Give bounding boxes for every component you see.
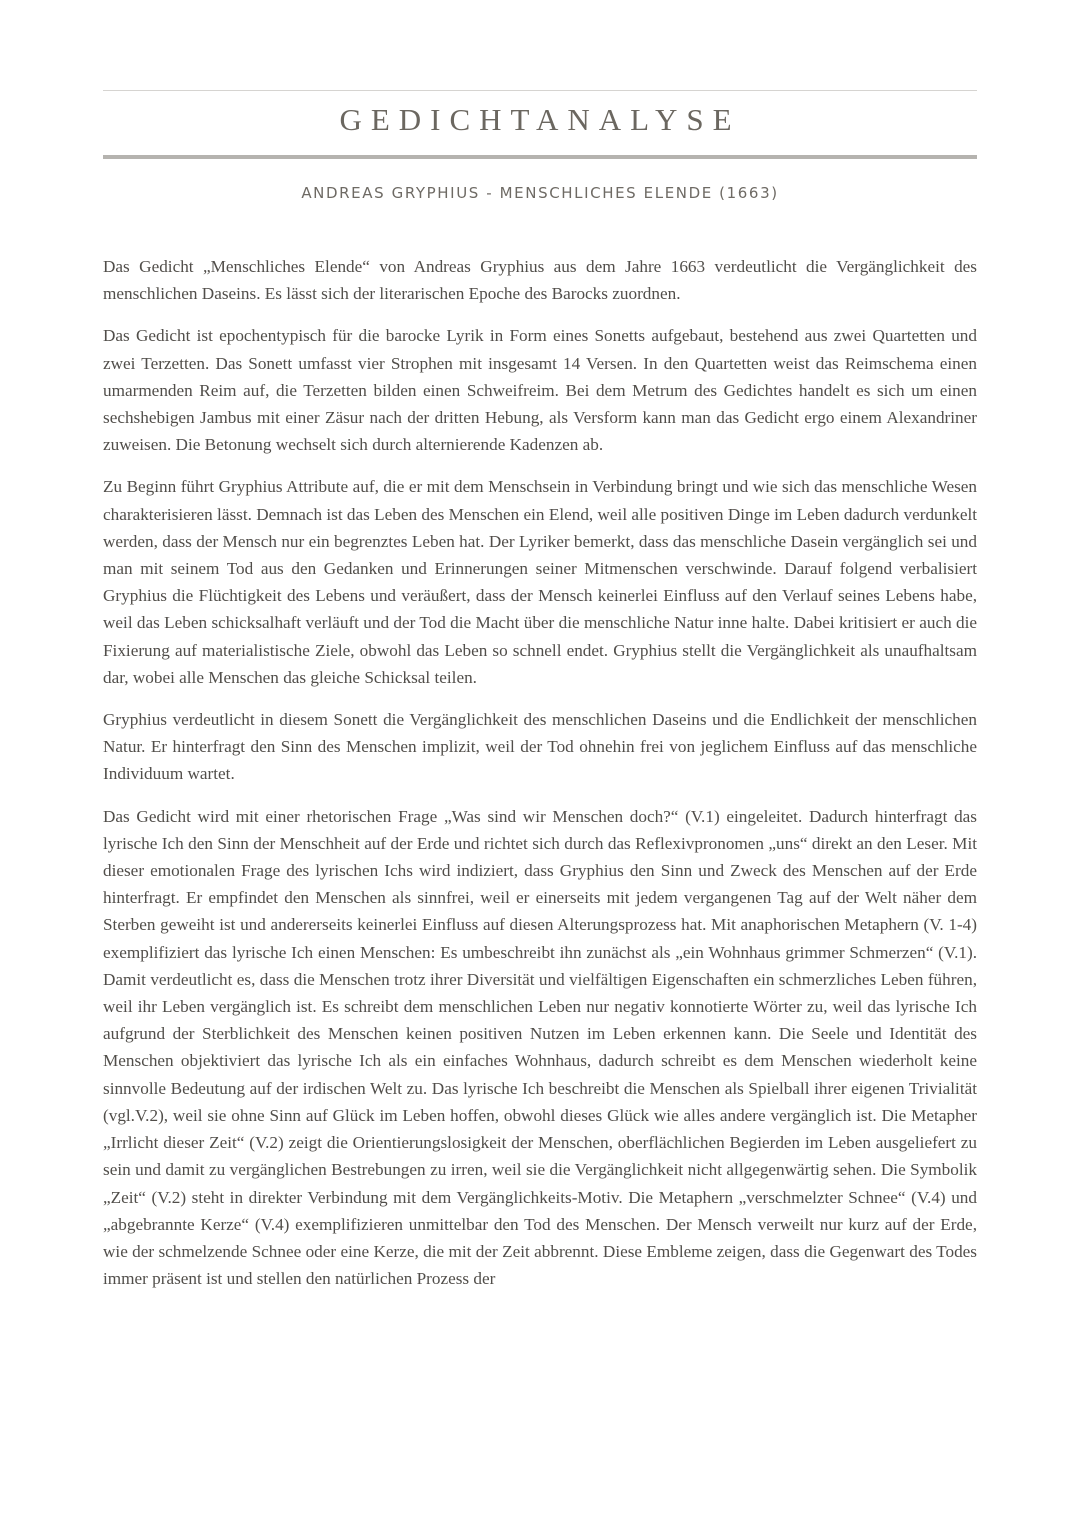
document-body — [103, 253, 977, 1307]
paragraph-introduction: Das Gedicht „Menschliches Elende“ von Andreas Gryphius aus dem Jahre 1663 verdeutlicht die Vergänglichkeit des menschlichen Daseins. Es lässt sich der literarischen Epoche des Barocks zuordnen. — [103, 257, 977, 304]
top-divider — [103, 90, 977, 91]
page-subtitle: ANDREAS GRYPHIUS - MENSCHLICHES ELENDE (1663) — [301, 184, 779, 202]
paragraph-interpretation-hypothesis: Gryphius verdeutlicht in diesem Sonett die Vergänglichkeit des menschlichen Daseins und die Endlichkeit der menschlichen Natur. Er hinterfragt den Sinn des Menschen implizit, weil der Tod ohnehin frei von jeglichem Einfluss auf das menschliche Individuum wartet. — [103, 710, 977, 784]
title-divider — [103, 155, 977, 159]
paragraph-content-summary: Zu Beginn führt Gryphius Attribute auf, die er mit dem Menschsein in Verbindung bringt und wie sich das menschliche Wesen charakterisieren lässt. Demnach ist das Leben des Menschen ein Elend, weil alle positiven Dinge im Leben dadurch verdunkelt werden, dass der Mensch nur ein begrenztes Leben hat. Der Lyriker bemerkt, dass das menschliche Dasein vergänglich sei und man mit seinem Tod aus den Gedanken und Erinnerungen seiner Mitmenschen verschwinde. Darauf folgend verbalisiert Gryphius die Flüchtigkeit des Lebens und veräußert, dass der Mensch keinerlei Einfluss auf den Verlauf seines Lebens habe, weil das Leben schicksalhaft verläuft und der Tod die Macht über die menschliche Natur inne halte. Dabei kritisiert er auch die Fixierung auf materialistische Ziele, obwohl das Leben so schnell endet. Gryphius stellt die Vergänglichkeit als unaufhaltsam dar, wobei alle Menschen das gleiche Schicksal teilen. — [103, 477, 977, 687]
page-title: GEDICHTANALYSE — [339, 102, 741, 137]
paragraph-form: Das Gedicht ist epochentypisch für die barocke Lyrik in Form eines Sonetts aufgebaut, bestehend aus zwei Quartetten und zwei Terzetten. Das Sonett umfasst vier Strophen mit insgesamt 14 Versen. In den Quartetten weist das Reimschema einen umarmenden Reim auf, die Terzetten bilden einen Schweifreim. Bei dem Metrum des Gedichtes handelt es sich um einen sechshebigen Jambus mit einer Zäsur nach der dritten Hebung, als Versform kann man das Gedicht ergo einem Alexandriner zuweisen. Die Betonung wechselt sich durch alternierende Kadenzen ab. — [103, 326, 977, 455]
paragraph-analysis: Das Gedicht wird mit einer rhetorischen Frage „Was sind wir Menschen doch?“ (V.1) eingeleitet. Dadurch hinterfragt das lyrische Ich den Sinn der Menschheit auf der Erde und richtet sich durch das Reflexivpronomen „uns“ direkt an den Leser. Mit dieser emotionalen Frage des lyrischen Ichs wird indiziert, dass Gryphius den Sinn und Zweck des Menschen auf der Erde hinterfragt. Er empfindet den Menschen als sinnfrei, weil er einerseits mit jedem vergangenen Tag auf der Welt näher dem Sterben geweiht ist und andererseits keinerlei Einfluss auf diesen Alterungsprozess hat. Mit anaphorischen Metaphern (V. 1-4) exemplifiziert das lyrische Ich einen Menschen: Es umbeschreibt ihn zunächst als „ein Wohnhaus grimmer Schmerzen“ (V.1). Damit verdeutlicht es, dass die Menschen trotz ihrer Diversität und vielfältigen Eigenschaften ein schmerzliches Leben führen, weil ihr Leben vergänglich ist. Es schreibt dem menschlichen Leben nur negativ konnotierte Wörter zu, weil das lyrische Ich aufgrund der Sterblichkeit des Menschen keinen positiven Nutzen im Leben erkennen kann. Die Seele und Identität des Menschen objektiviert das lyrische Ich als ein einfaches Wohnhaus, dadurch schreibt es dem Menschen wiederholt keine sinnvolle Bedeutung auf der irdischen Welt zu. Das lyrische Ich beschreibt die Menschen als Spielball ihrer eigenen Trivialität (vgl.V.2), weil sie ohne Sinn auf Glück im Leben hoffen, obwohl dieses Glück wie alles andere vergänglich ist. Die Metapher „Irrlicht dieser Zeit“ (V.2) zeigt die Orientierungslosigkeit der Menschen, oberflächlichen Begierden im Leben ausgeliefert zu sein und damit zu vergänglichen Bestrebungen zu irren, weil sie die Vergänglichkeit nicht allgegenwärtig sehen. Die Symbolik „Zeit“ (V.2) steht in direkter Verbindung mit dem Vergänglichkeits-Motiv. Die Metaphern „verschmelzter Schnee“ (V.4) und „abgebrannte Kerze“ (V.4) exemplifizieren unmittelbar den Tod des Menschen. Der Mensch verweilt nur kurz auf der Erde, wie der schmelzende Schnee oder eine Kerze, die mit der Zeit abbrennt. Diese Embleme zeigen, dass die Gegenwart des Todes immer präsent ist und stellen den natürlichen Prozess der — [103, 806, 977, 1289]
